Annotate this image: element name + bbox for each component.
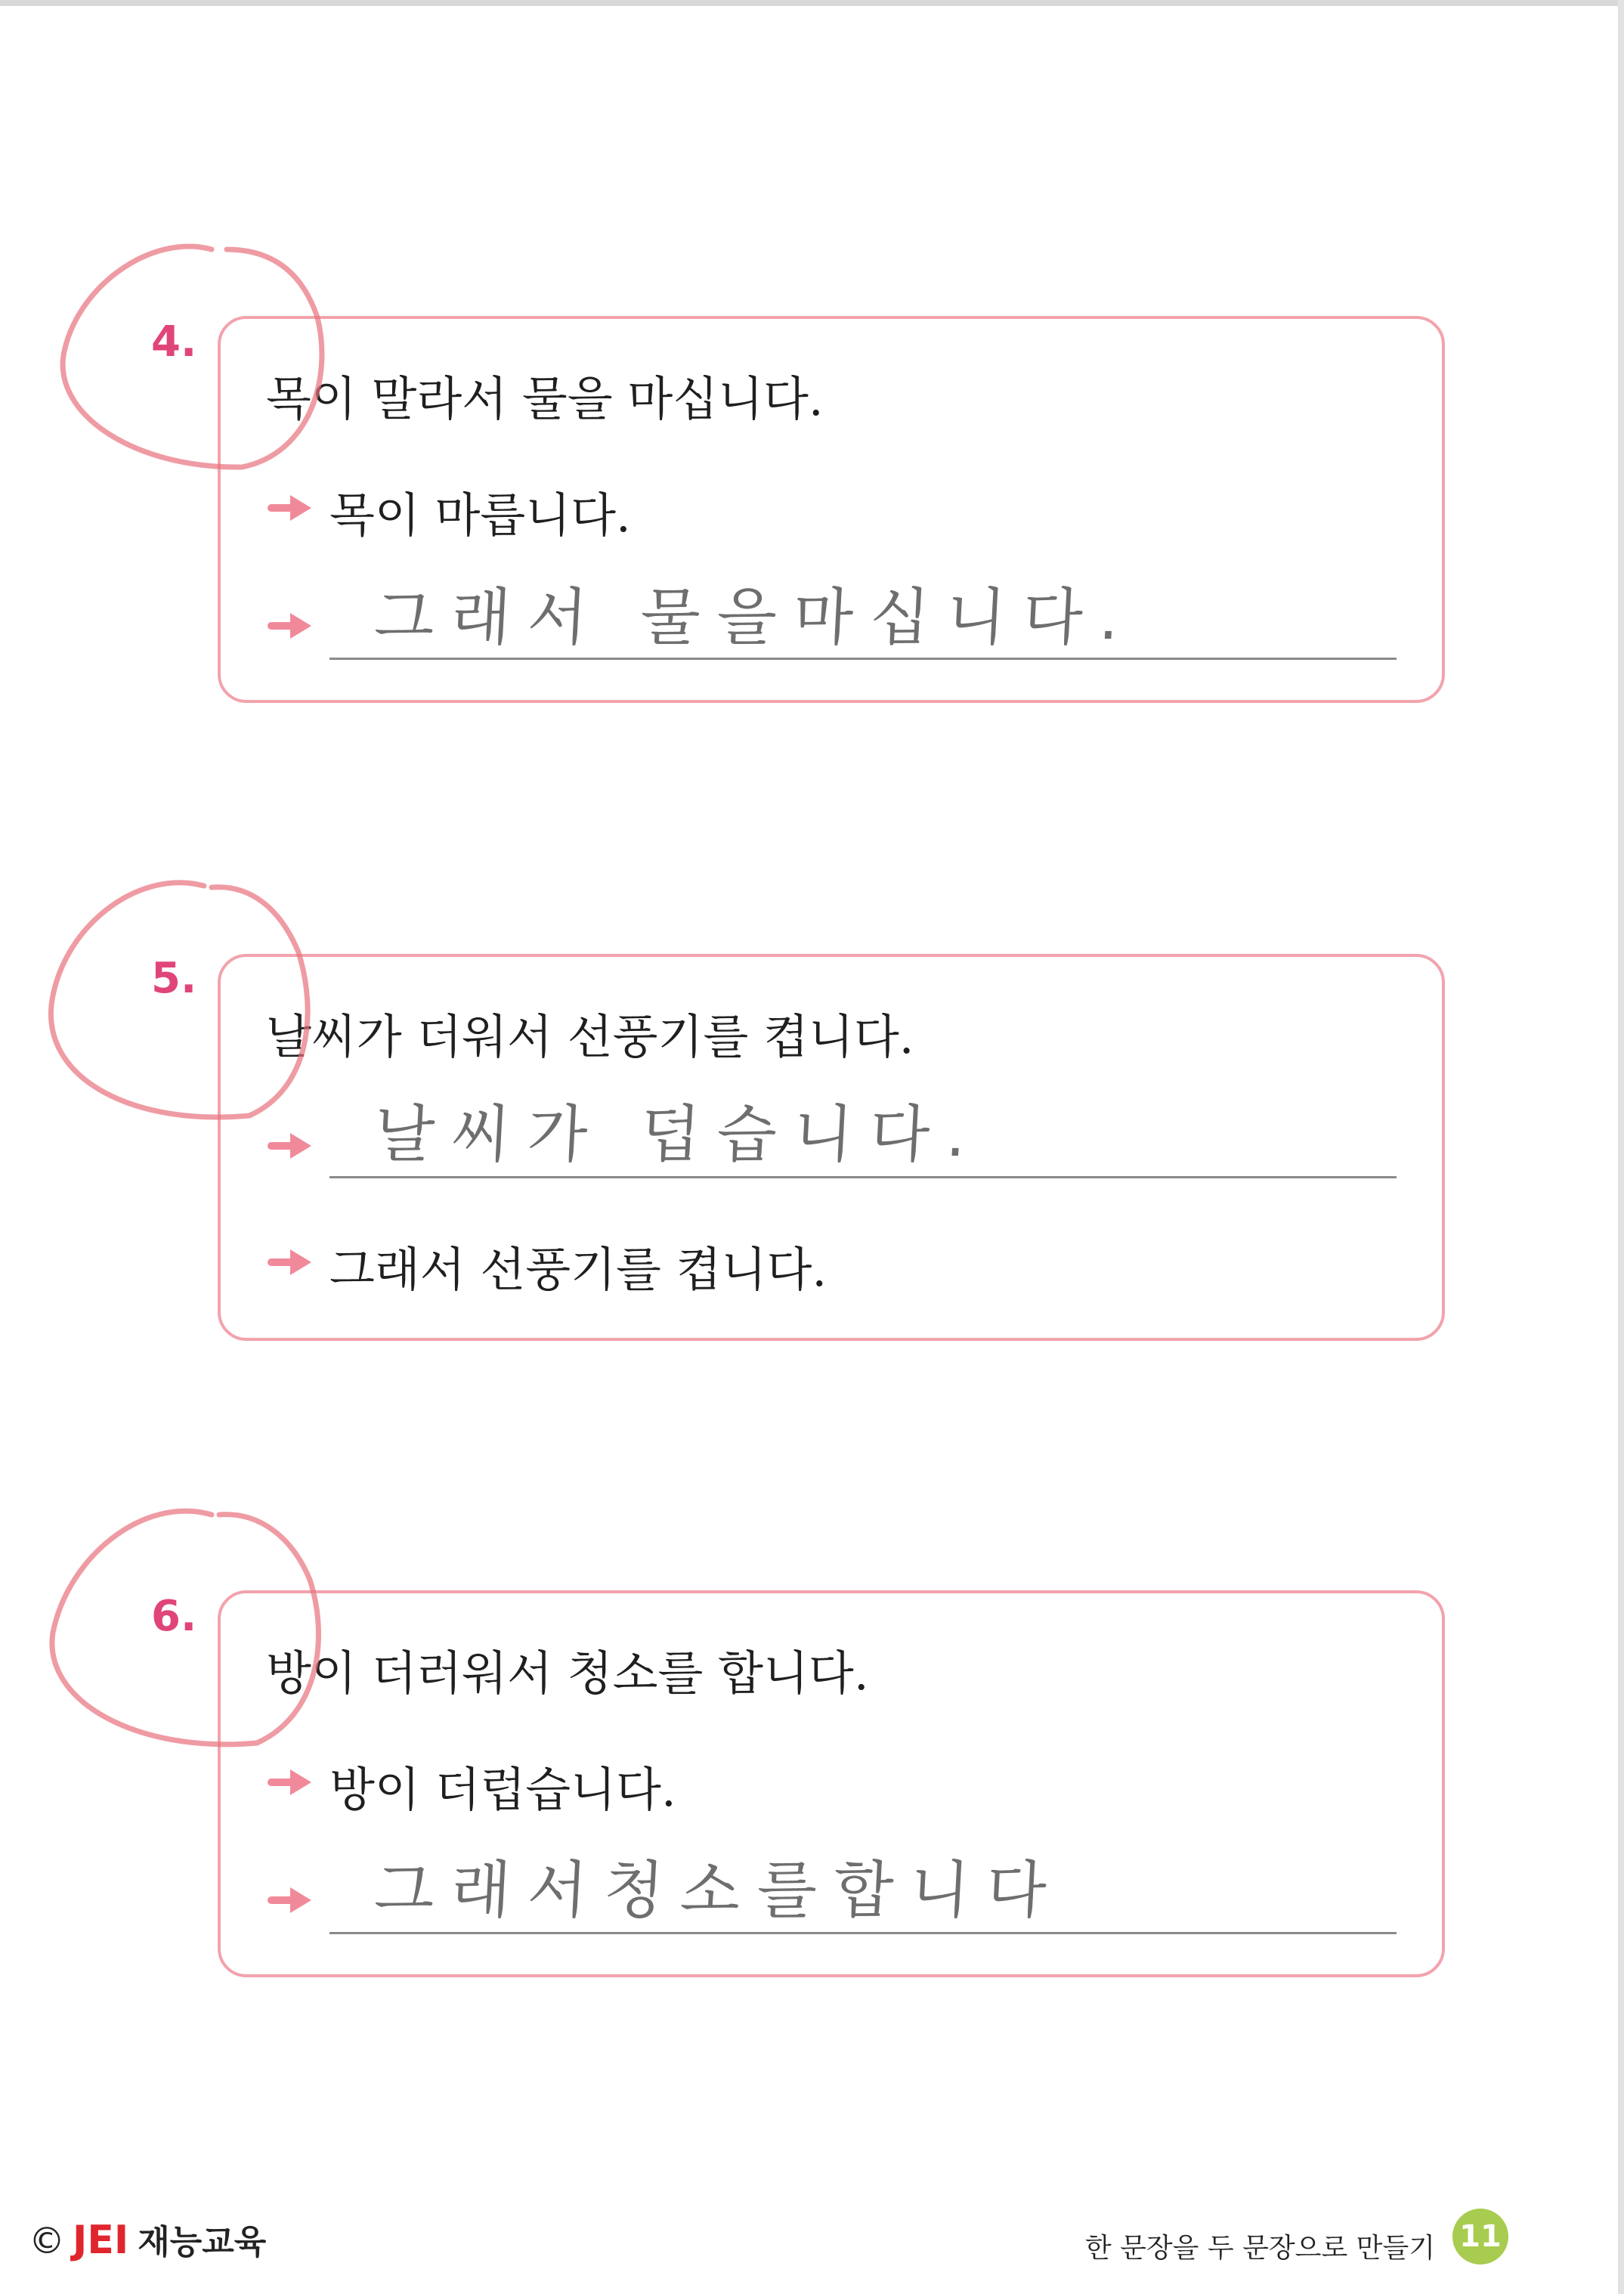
- unit-caption: 한 문장을 두 문장으로 만들기: [1084, 2233, 1435, 2264]
- page-top-edge: [0, 0, 1624, 6]
- brand-korean-name: 재능교육: [138, 2223, 267, 2261]
- brand-name: JEI: [73, 2218, 129, 2263]
- copyright-symbol: ©: [29, 2220, 65, 2262]
- exercise-5-number: 5.: [151, 954, 197, 1003]
- page-right-edge: [1618, 0, 1624, 2294]
- exercise-5-sentence: 날씨가 더워서 선풍기를 켭니다.: [266, 1009, 914, 1064]
- exercise-6-sentence: 방이 더러워서 청소를 합니다.: [266, 1645, 869, 1701]
- arrow-icon: [266, 611, 314, 641]
- exercise-4-sentence: 목이 말라서 물을 마십니다.: [266, 371, 824, 426]
- exercise-6-given-sentence: 방이 더럽습니다.: [329, 1762, 676, 1817]
- exercise-5-answer-line: [329, 1176, 1397, 1178]
- arrow-icon: [266, 493, 314, 523]
- exercise-5-handwritten-answer: 날씨가 덥습니다.: [373, 1099, 985, 1171]
- exercise-4-given-sentence: 목이 마릅니다.: [329, 488, 631, 543]
- exercise-6-answer-line: [329, 1932, 1397, 1934]
- exercise-4-number: 4.: [151, 317, 197, 367]
- arrow-icon: [266, 1885, 314, 1915]
- publisher-logo: [29, 2215, 266, 2263]
- page-number-badge: 11: [1452, 2209, 1508, 2265]
- exercise-5-given-sentence: 그래서 선풍기를 켭니다.: [329, 1242, 827, 1297]
- exercise-6-handwritten-answer: 그래서청소를합니다: [373, 1855, 1066, 1927]
- exercise-4-answer-line: [329, 658, 1397, 660]
- arrow-icon: [266, 1767, 314, 1797]
- arrow-icon: [266, 1131, 314, 1161]
- arrow-icon: [266, 1247, 314, 1277]
- exercise-6-number: 6.: [151, 1592, 197, 1641]
- exercise-4-handwritten-answer: 그래서 물을마십니다.: [373, 582, 1138, 654]
